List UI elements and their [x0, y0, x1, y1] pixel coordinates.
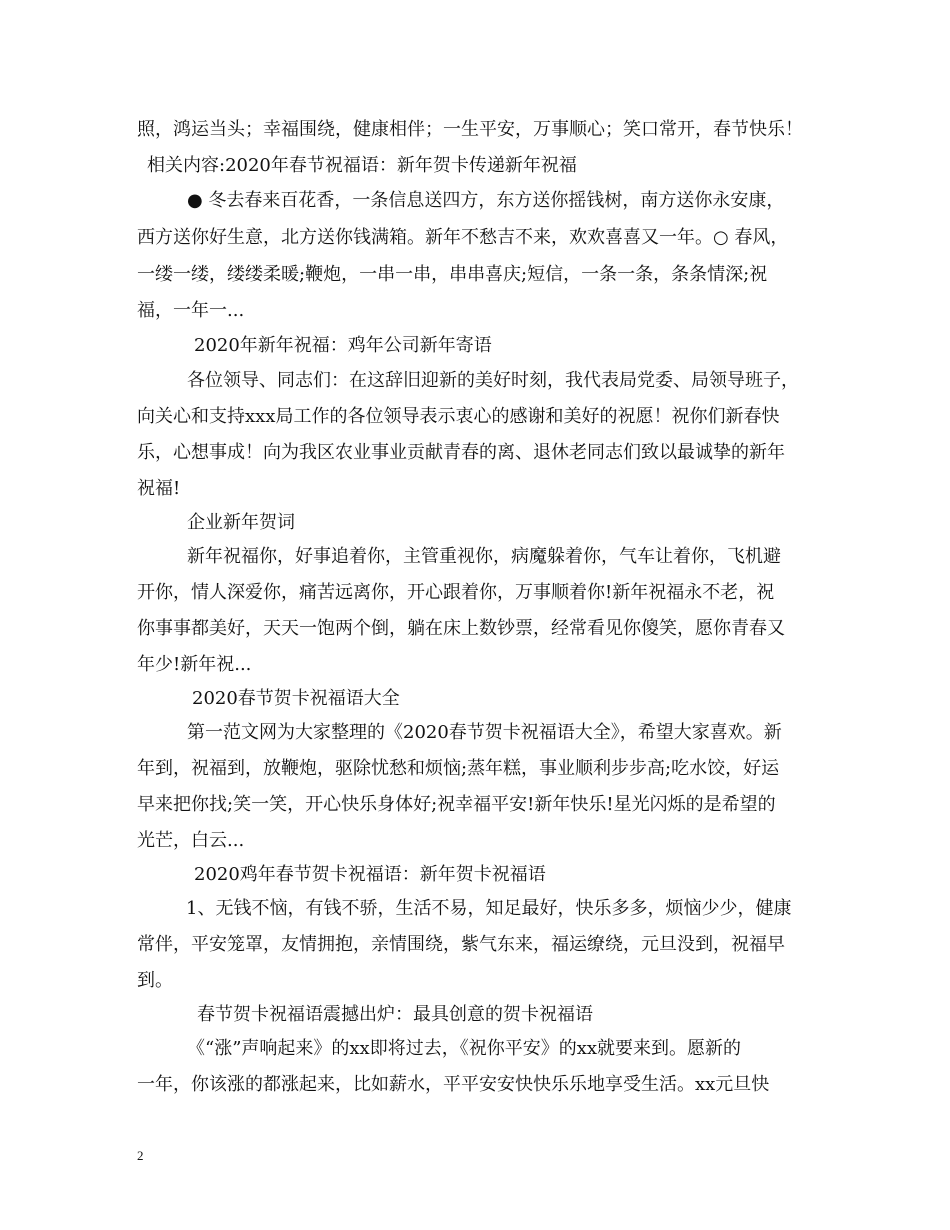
- text-line: 开你，情人深爱你，痛苦远离你，开心跟着你，万事顺着你!新年祝福永不老，祝: [137, 582, 775, 603]
- text-line: 一年，你该涨的都涨起来，比如薪水，平平安安快快乐乐地享受生活。xx元旦快: [137, 1074, 770, 1095]
- text-line: 一缕一缕，缕缕柔暖;鞭炮，一串一串，串串喜庆;短信，一条一条，条条情深;祝: [137, 264, 768, 285]
- page-number: 2: [137, 1148, 144, 1163]
- text-line: 年少!新年祝...: [137, 654, 252, 675]
- related-content-line: 相关内容:2020年春节祝福语：新年贺卡传递新年祝福: [147, 155, 577, 176]
- text-line: 福，一年一...: [137, 300, 245, 321]
- section-heading: 2020鸡年春节贺卡祝福语：新年贺卡祝福语: [194, 864, 546, 885]
- section-heading: 企业新年贺词: [187, 512, 295, 533]
- text-line: 第一范文网为大家整理的《2020春节贺卡祝福语大全》，希望大家喜欢。新: [187, 722, 782, 743]
- section-heading: 2020年新年祝福：鸡年公司新年寄语: [194, 335, 492, 356]
- text-line: 向关心和支持xxx局工作的各位领导表示衷心的感谢和美好的祝愿！祝你们新春快: [137, 406, 780, 427]
- text-line: 早来把你找;笑一笑，开心快乐身体好;祝幸福平安!新年快乐!星光闪烁的是希望的: [137, 794, 776, 815]
- text-line: 你事事都美好，天天一饱两个倒，躺在床上数钞票，经常看见你傻笑，愿你青春又: [137, 618, 785, 639]
- text-line: 1、无钱不恼，有钱不骄，生活不易，知足最好，快乐多多，烦恼少少，健康: [186, 898, 792, 919]
- text-line: 年到，祝福到，放鞭炮，驱除忧愁和烦恼;蒸年糕，事业顺利步步高;吃水饺，好运: [137, 758, 780, 779]
- section-heading: 春节贺卡祝福语震撼出炉：最具创意的贺卡祝福语: [197, 1004, 593, 1025]
- text-line: 西方送你好生意，北方送你钱满箱。新年不愁吉不来，欢欢喜喜又一年。○ 春风，: [137, 227, 789, 248]
- text-line: ● 冬去春来百花香，一条信息送四方，东方送你摇钱树，南方送你永安康，: [187, 190, 785, 211]
- text-line: 乐，心想事成！向为我区农业事业贡献青春的离、退休老同志们致以最诚挚的新年: [137, 442, 785, 463]
- text-line: 常伴，平安笼罩，友情拥抱，亲情围绕，紫气东来，福运缭绕，元旦没到，祝福早: [137, 934, 785, 955]
- text-line: 新年祝福你，好事追着你，主管重视你，病魔躲着你，气车让着你，飞机避: [187, 546, 781, 567]
- text-line: 照，鸿运当头；幸福围绕，健康相伴；一生平安，万事顺心；笑口常开，春节快乐！: [137, 119, 803, 140]
- text-line: 祝福!: [137, 478, 181, 499]
- text-line: 各位领导、同志们：在这辞旧迎新的美好时刻，我代表局党委、局领导班子，: [187, 370, 799, 391]
- text-line: 到。: [137, 970, 173, 991]
- text-line: 光芒，白云...: [137, 830, 245, 851]
- text-line: 《“涨”声响起来》的xx即将过去，《祝你平安》的xx就要来到。愿新的: [187, 1038, 742, 1059]
- section-heading: 2020春节贺卡祝福语大全: [192, 688, 400, 709]
